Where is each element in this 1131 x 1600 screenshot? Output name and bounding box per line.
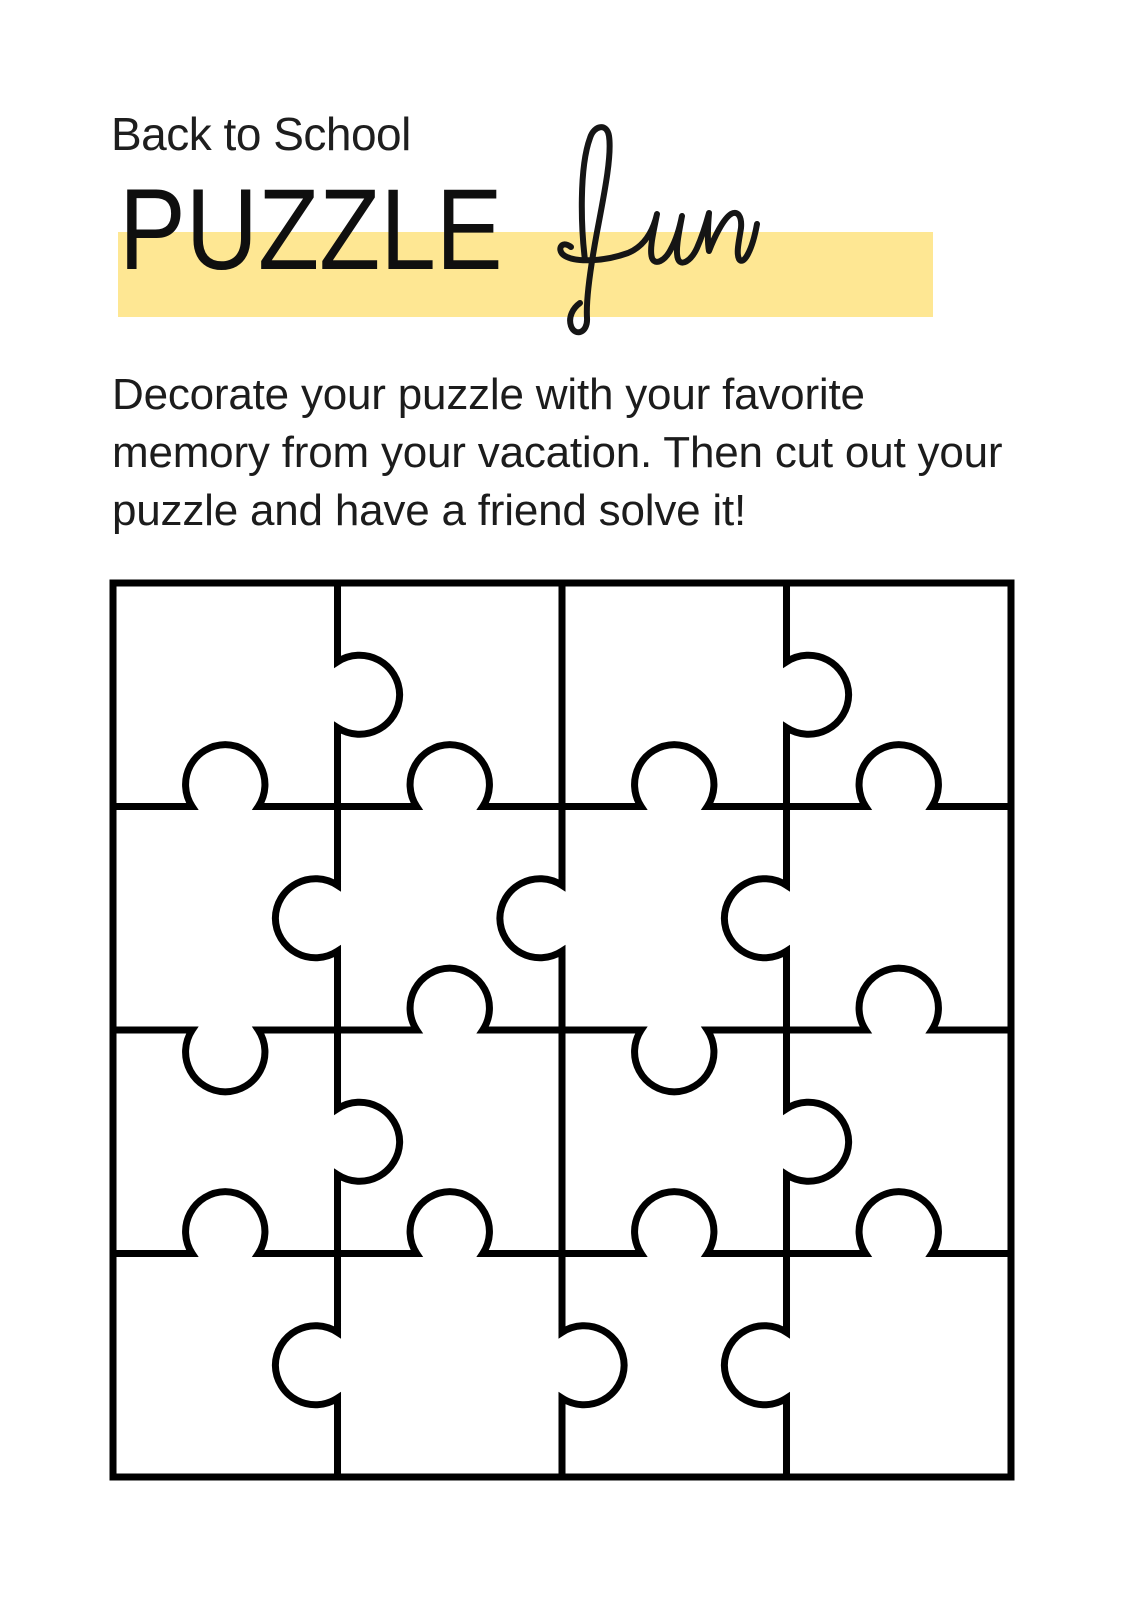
- instructions-line-2: memory from your vacation. Then cut out your: [112, 428, 1003, 477]
- instructions-line-3: puzzle and have a friend solve it!: [112, 486, 747, 535]
- puzzle-lines: [113, 583, 1011, 1477]
- script-word-fun: [525, 115, 765, 350]
- puzzle-grid: [109, 579, 1015, 1481]
- eyebrow-text: Back to School: [111, 108, 411, 160]
- instructions-text: [112, 366, 1002, 540]
- page-title: PUZZLE: [119, 166, 503, 294]
- instructions-line-1: Decorate your puzzle with your favorite: [112, 370, 865, 419]
- script-fun-stroke: [560, 127, 757, 332]
